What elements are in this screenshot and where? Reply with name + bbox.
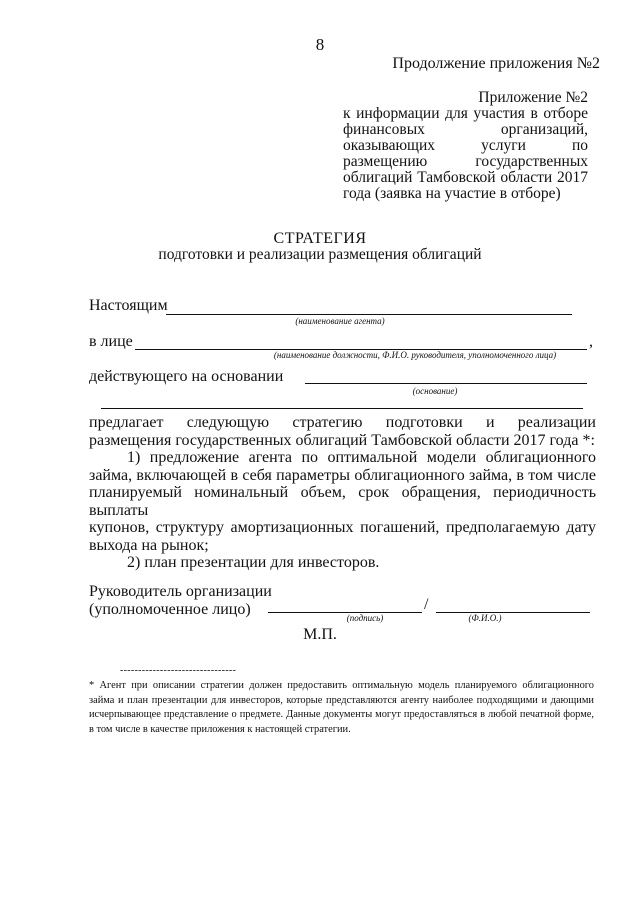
signature-label-line1: Руководитель организации xyxy=(89,583,272,600)
item-1-line: выхода на рынок; xyxy=(89,536,209,554)
full-name-caption: (Ф.И.О.) xyxy=(468,613,502,623)
signature-slash: / xyxy=(424,596,429,613)
appendix-line: финансовых организаций, xyxy=(343,121,588,138)
basis-continuation-field[interactable] xyxy=(101,408,583,409)
appendix-line: оказывающих услуги по xyxy=(343,137,588,154)
document-subtitle: подготовки и реализации размещения облигаций xyxy=(158,246,482,263)
appendix-description xyxy=(343,106,588,202)
item-1-line: 1) предложение агента по оптимальной модели облигационного xyxy=(127,449,596,466)
stamp-place: М.П. xyxy=(303,626,337,643)
appendix-line: года (заявка на участие в отборе) xyxy=(343,185,561,202)
signature-label xyxy=(89,583,272,618)
person-label: в лице xyxy=(89,333,133,350)
basis-caption: (основание) xyxy=(412,386,458,396)
item-2: 2) план презентации для инвесторов. xyxy=(127,554,380,571)
intro-line: размещения государственных облигаций Тамбовской области 2017 года *: xyxy=(89,431,595,449)
appendix-block xyxy=(343,90,588,202)
person-caption: (наименование должности, Ф.И.О. руководителя, уполномоченного лица) xyxy=(273,350,557,360)
item-1-line: купонов, структуру амортизационных погашений, предполагаемую дату xyxy=(89,519,596,536)
appendix-line: облигаций Тамбовской области 2017 xyxy=(343,169,588,186)
agent-label: Настоящим xyxy=(89,297,168,314)
continuation-label: Продолжение приложения №2 xyxy=(392,55,600,72)
person-trailing-comma: , xyxy=(589,333,593,350)
intro-line: предлагает следующую стратегию подготовки и реализации xyxy=(89,414,596,431)
basis-label: действующего на основании xyxy=(89,368,284,385)
appendix-line: размещению государственных xyxy=(343,153,588,170)
appendix-title: Приложение №2 xyxy=(478,89,588,106)
item-1-line: планируемый номинальный объем, срок обращения, периодичность выплаты xyxy=(89,484,596,519)
strategy-body xyxy=(89,414,596,572)
item-1-line: займа, включающей в себя параметры облигационного займа, в том числе xyxy=(89,466,596,484)
signature-caption: (подпись) xyxy=(346,613,384,623)
document-title: СТРАТЕГИЯ xyxy=(273,230,367,247)
footnote-text: * Агент при описании стратегии должен предоставить оптимальную модель планируемого облигационного займа и план презентации для инвесторов, которые представляются агенту наиболее подходящими и дающими исчерпывающее представление о предмете. Данные документы могут предоставляться в любой печатной форме, в том числе в качестве приложения к настоящей стратегии. xyxy=(89,680,594,735)
footnote-rule: -------------------------------- xyxy=(120,665,237,676)
basis-field[interactable] xyxy=(305,383,587,384)
appendix-line: к информации для участия в отборе xyxy=(343,105,588,122)
signature-label-line2: (уполномоченное лицо) xyxy=(89,600,251,618)
agent-name-field[interactable] xyxy=(166,314,572,315)
agent-caption: (наименование агента) xyxy=(295,316,385,326)
page-number: 8 xyxy=(315,35,325,54)
